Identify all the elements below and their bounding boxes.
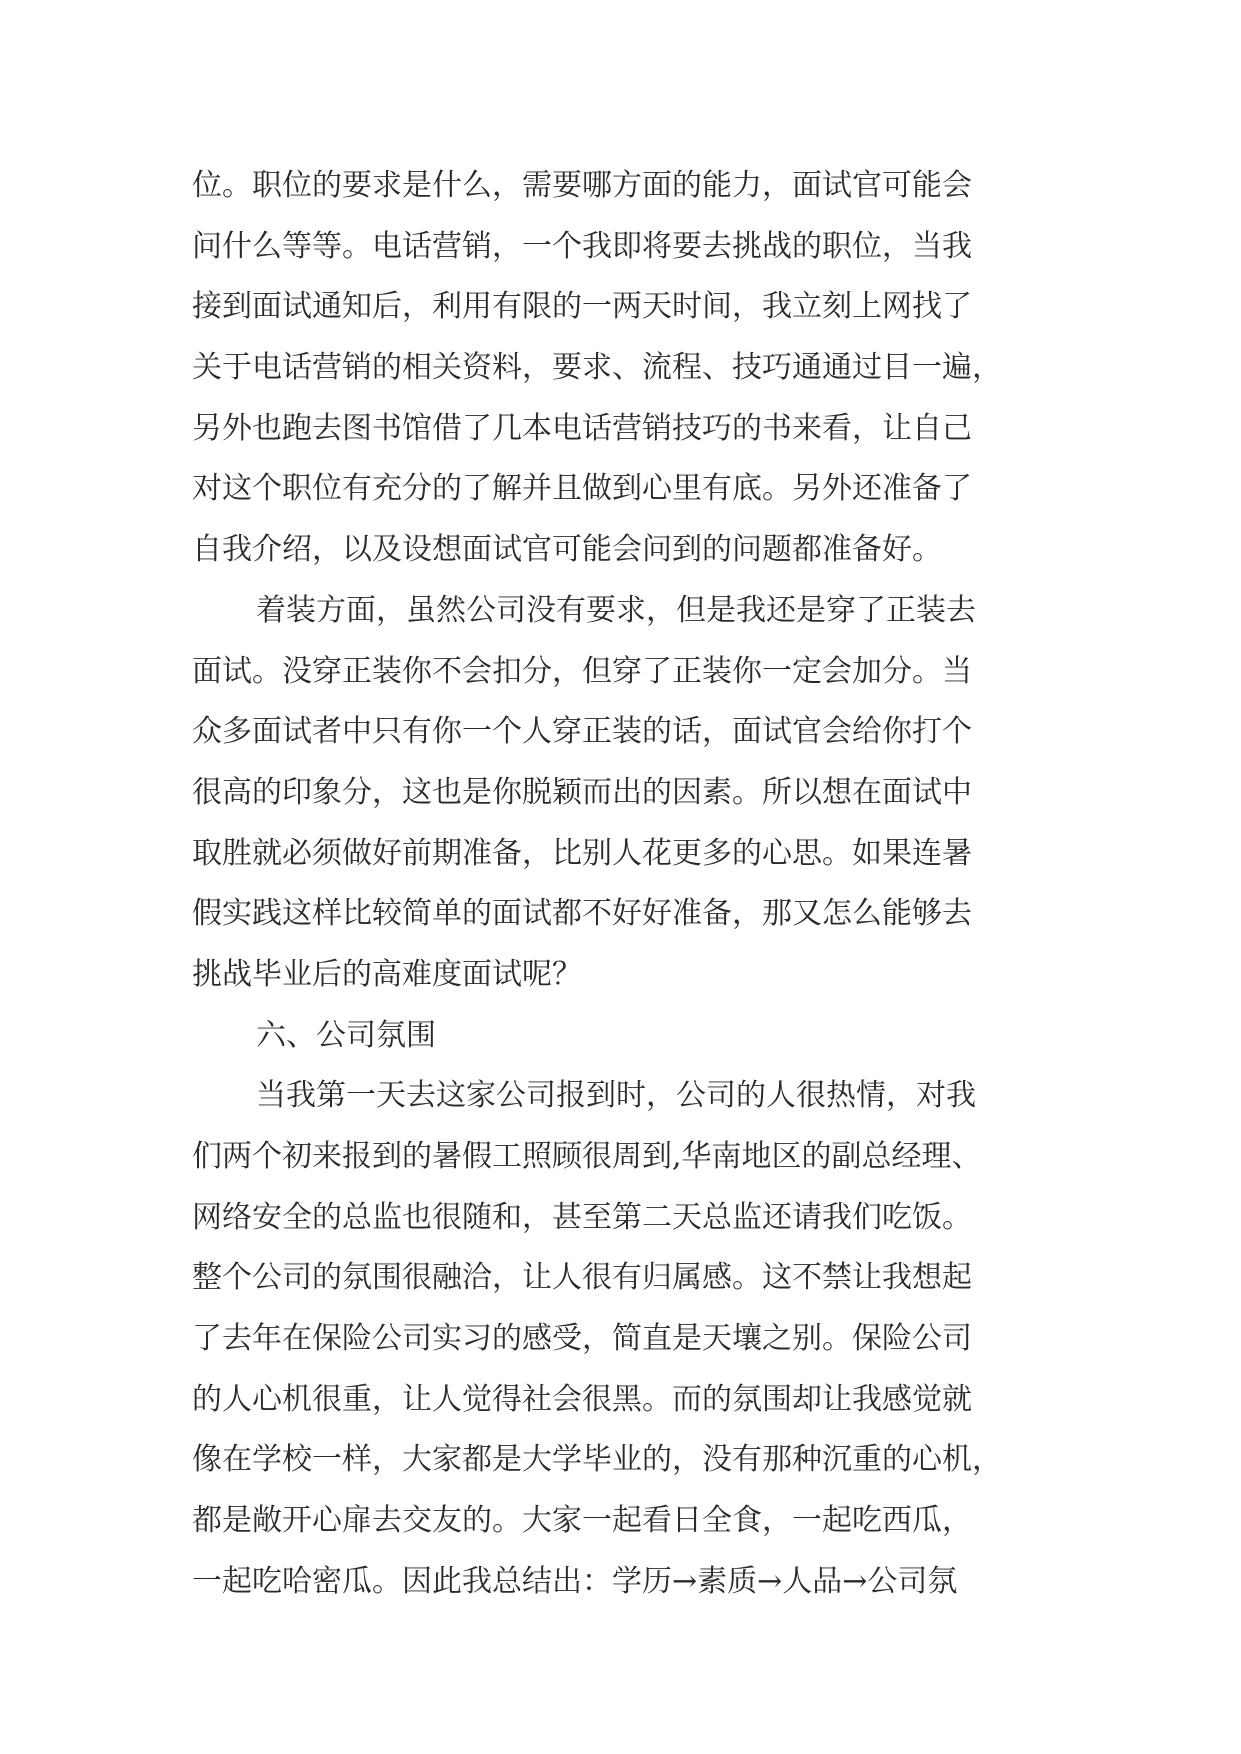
paragraph-start-line: 着装方面，虽然公司没有要求，但是我还是穿了正装去 xyxy=(256,592,976,628)
text-line: 取胜就必须做好前期准备，比别人花更多的心思。如果连暑 xyxy=(192,835,972,871)
text-line: 了去年在保险公司实习的感受，简直是天壤之别。保险公司 xyxy=(192,1321,972,1357)
text-line: 的人心机很重，让人觉得社会很黑。而的氛围却让我感觉就 xyxy=(192,1381,972,1417)
text-line: 很高的印象分，这也是你脱颖而出的因素。所以想在面试中 xyxy=(192,774,972,810)
text-line: 一起吃哈密瓜。因此我总结出：学历→素质→人品→公司氛 xyxy=(192,1563,958,1599)
text-line: 另外也跑去图书馆借了几本电话营销技巧的书来看，让自己 xyxy=(192,410,972,446)
text-line: 问什么等等。电话营销，一个我即将要去挑战的职位，当我 xyxy=(192,228,972,264)
text-line: 面试。没穿正装你不会扣分，但穿了正装你一定会加分。当 xyxy=(192,653,972,689)
paragraph-start-line: 当我第一天去这家公司报到时，公司的人很热情，对我 xyxy=(256,1078,976,1114)
text-line: 挑战毕业后的高难度面试呢？ xyxy=(192,956,582,992)
body-text xyxy=(192,156,1072,1613)
text-line: 关于电话营销的相关资料，要求、流程、技巧通通过目一遍， xyxy=(192,350,1002,386)
text-line: 众多面试者中只有你一个人穿正装的话，面试官会给你打个 xyxy=(192,714,972,750)
text-line: 自我介绍，以及设想面试官可能会问到的问题都准备好。 xyxy=(192,532,942,568)
section-heading: 六、公司氛围 xyxy=(256,1017,436,1053)
text-line: 网络安全的总监也很随和，甚至第二天总监还请我们吃饭。 xyxy=(192,1199,972,1235)
text-line: 们两个初来报到的暑假工照顾很周到,华南地区的副总经理、 xyxy=(192,1139,982,1174)
text-line: 位。职位的要求是什么，需要哪方面的能力，面试官可能会 xyxy=(192,168,972,203)
text-line: 对这个职位有充分的了解并且做到心里有底。另外还准备了 xyxy=(192,471,972,507)
text-line: 像在学校一样，大家都是大学毕业的，没有那种沉重的心机， xyxy=(192,1442,1002,1478)
text-line: 接到面试通知后，利用有限的一两天时间，我立刻上网找了 xyxy=(192,289,972,325)
text-line: 整个公司的氛围很融洽，让人很有归属感。这不禁让我想起 xyxy=(192,1260,972,1296)
text-line: 假实践这样比较简单的面试都不好好准备，那又怎么能够去 xyxy=(192,896,972,932)
text-line: 都是敞开心扉去交友的。大家一起看日全食，一起吃西瓜， xyxy=(192,1503,972,1539)
